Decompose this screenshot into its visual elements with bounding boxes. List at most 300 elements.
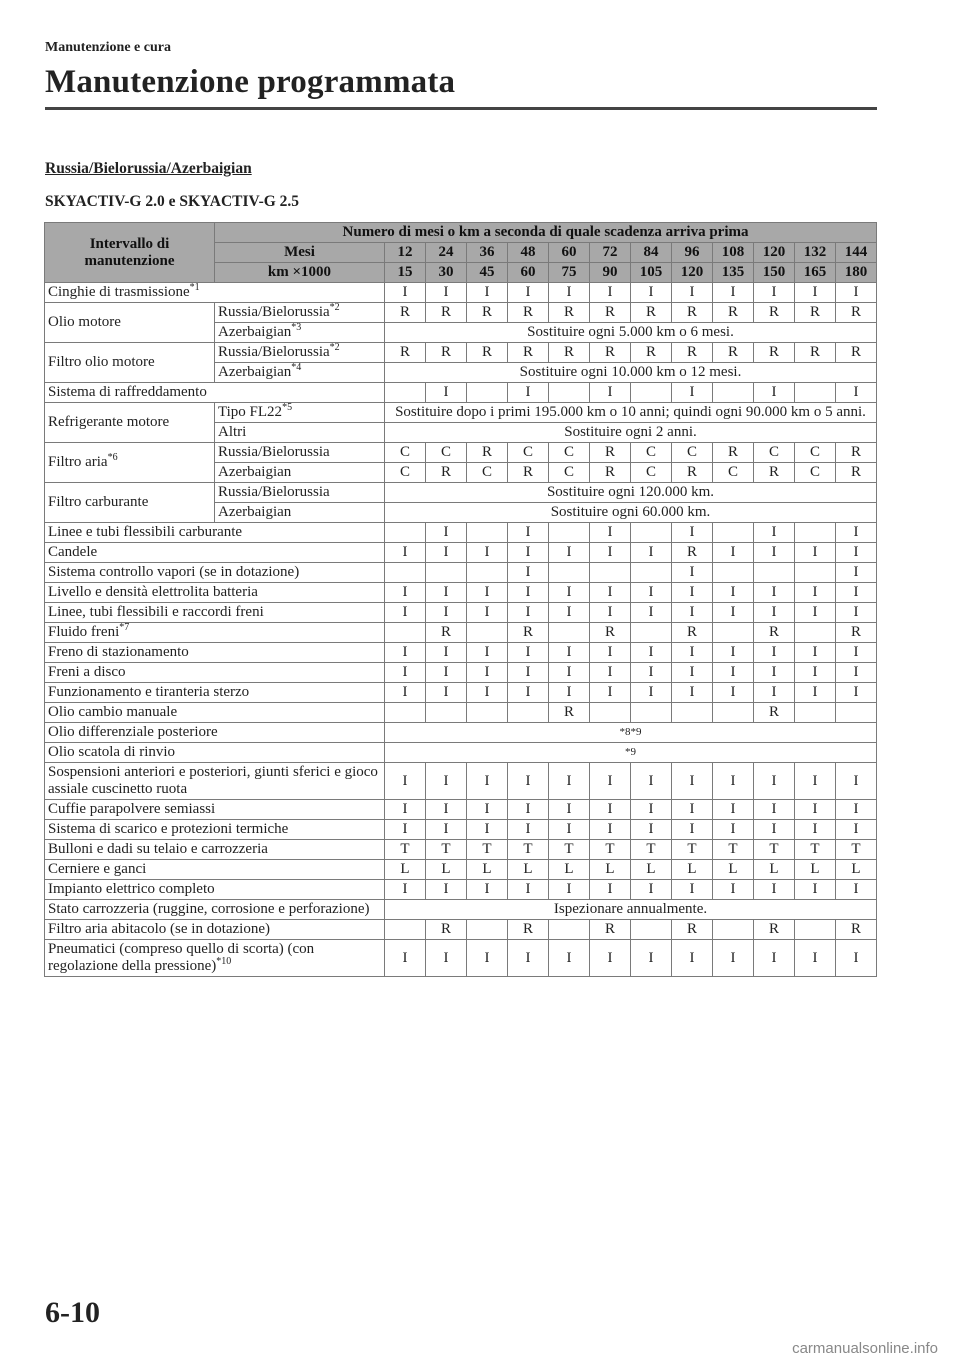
footnote-ref: *1 (189, 282, 200, 293)
schedule-cell (795, 703, 836, 723)
schedule-cell: R (836, 443, 877, 463)
schedule-cell: I (385, 880, 426, 900)
schedule-cell: I (836, 643, 877, 663)
sub-item-text: Russia/Bielorussia (218, 444, 330, 460)
engine-title: SKYACTIV-G 2.0 e SKYACTIV-G 2.5 (45, 193, 300, 210)
table-row (45, 523, 877, 543)
schedule-cell: I (754, 940, 795, 977)
table-row (45, 940, 877, 977)
schedule-note (385, 403, 877, 423)
schedule-cell: R (672, 920, 713, 940)
schedule-cell: I (385, 763, 426, 800)
schedule-cell: I (713, 683, 754, 703)
schedule-cell: R (508, 303, 549, 323)
schedule-cell (385, 920, 426, 940)
schedule-cell: I (672, 603, 713, 623)
schedule-cell: R (713, 343, 754, 363)
item-name-text: Olio scatola di rinvio (48, 744, 176, 760)
schedule-cell (426, 563, 467, 583)
schedule-cell: I (631, 583, 672, 603)
schedule-cell (713, 383, 754, 403)
schedule-cell (467, 383, 508, 403)
item-name (45, 563, 385, 583)
month-header: 24 (426, 243, 467, 263)
schedule-cell: I (590, 543, 631, 563)
schedule-cell (426, 703, 467, 723)
schedule-cell: I (836, 383, 877, 403)
schedule-cell: I (590, 663, 631, 683)
schedule-cell: R (590, 443, 631, 463)
schedule-cell (713, 563, 754, 583)
schedule-cell: R (385, 343, 426, 363)
month-header: 144 (836, 243, 877, 263)
schedule-cell: I (508, 820, 549, 840)
schedule-cell: C (508, 443, 549, 463)
schedule-cell: R (795, 343, 836, 363)
km-header: 90 (590, 263, 631, 283)
schedule-cell: R (426, 343, 467, 363)
page-number: 6-10 (45, 1296, 100, 1329)
schedule-cell: I (426, 383, 467, 403)
schedule-note (385, 423, 877, 443)
schedule-cell: L (795, 860, 836, 880)
sub-item-text: Azerbaigian (218, 504, 292, 520)
schedule-cell: I (836, 523, 877, 543)
schedule-cell: I (836, 663, 877, 683)
schedule-cell: C (754, 443, 795, 463)
schedule-cell: I (426, 283, 467, 303)
schedule-cell: I (795, 283, 836, 303)
schedule-cell: I (426, 820, 467, 840)
table-row (45, 543, 877, 563)
km-header: 15 (385, 263, 426, 283)
schedule-cell: R (549, 343, 590, 363)
schedule-cell: I (590, 603, 631, 623)
schedule-cell: T (713, 840, 754, 860)
schedule-cell: R (467, 343, 508, 363)
schedule-cell: I (385, 800, 426, 820)
schedule-cell: I (508, 940, 549, 977)
item-name-text: Livello e densità elettrolita batteria (48, 584, 258, 600)
schedule-cell: I (836, 283, 877, 303)
item-name (45, 303, 215, 343)
schedule-cell (795, 920, 836, 940)
table-row (45, 723, 877, 743)
schedule-cell: I (754, 763, 795, 800)
item-name-text: Filtro aria abitacolo (se in dotazione) (48, 921, 271, 937)
schedule-cell: T (508, 840, 549, 860)
schedule-cell: T (467, 840, 508, 860)
item-name-text: Refrigerante motore (48, 414, 170, 430)
schedule-cell: I (754, 683, 795, 703)
schedule-cell: R (426, 303, 467, 323)
schedule-cell: I (590, 800, 631, 820)
region-title: Russia/Bielorussia/Azerbaigian (45, 160, 252, 177)
schedule-cell: I (795, 583, 836, 603)
schedule-cell: R (754, 703, 795, 723)
month-header: 48 (508, 243, 549, 263)
item-name (45, 683, 385, 703)
schedule-cell: I (713, 800, 754, 820)
item-name (45, 743, 385, 763)
schedule-cell: R (590, 343, 631, 363)
item-name (45, 603, 385, 623)
item-name-text: Sospensioni anteriori e posteriori, giunti sferici e gioco assiale cuscinetto ruota (48, 764, 378, 797)
schedule-cell: L (631, 860, 672, 880)
schedule-cell: I (549, 603, 590, 623)
schedule-cell: I (795, 603, 836, 623)
schedule-cell: R (836, 623, 877, 643)
schedule-cell: R (590, 463, 631, 483)
item-name (45, 920, 385, 940)
schedule-cell: I (795, 880, 836, 900)
schedule-cell: I (836, 800, 877, 820)
schedule-cell: T (631, 840, 672, 860)
item-name (45, 403, 215, 443)
item-name (45, 763, 385, 800)
item-name-text: Freni a disco (48, 664, 126, 680)
schedule-cell: C (631, 443, 672, 463)
schedule-cell: I (631, 643, 672, 663)
item-name (45, 483, 215, 523)
item-name (45, 623, 385, 643)
sub-item-name (215, 403, 385, 423)
schedule-cell: I (590, 283, 631, 303)
schedule-cell (836, 703, 877, 723)
table-row (45, 840, 877, 860)
schedule-cell: I (713, 643, 754, 663)
schedule-cell: I (754, 643, 795, 663)
schedule-cell: I (467, 543, 508, 563)
sub-item-text: Azerbaigian (218, 324, 292, 340)
schedule-cell: I (590, 820, 631, 840)
schedule-note (385, 323, 877, 343)
schedule-cell: I (549, 683, 590, 703)
schedule-cell: L (508, 860, 549, 880)
schedule-cell: I (795, 820, 836, 840)
schedule-note-text: *8*9 (619, 726, 642, 738)
month-header: 72 (590, 243, 631, 263)
schedule-cell: I (590, 880, 631, 900)
item-name (45, 443, 215, 483)
table-row (45, 743, 877, 763)
item-name-text: Candele (48, 544, 98, 560)
schedule-cell: I (795, 940, 836, 977)
sub-item-text: Tipo FL22 (218, 404, 283, 420)
table-row (45, 683, 877, 703)
schedule-cell: I (631, 763, 672, 800)
schedule-cell: C (385, 443, 426, 463)
item-name-text: Sistema controllo vapori (se in dotazione) (48, 564, 300, 580)
schedule-cell: R (836, 343, 877, 363)
page-title: Manutenzione programmata (45, 64, 456, 100)
schedule-cell: C (426, 443, 467, 463)
schedule-cell: I (836, 583, 877, 603)
schedule-cell: I (508, 543, 549, 563)
schedule-cell: I (836, 563, 877, 583)
item-name-text: Cerniere e ganci (48, 861, 147, 877)
sub-item-text: Azerbaigian (218, 464, 292, 480)
schedule-cell: I (467, 940, 508, 977)
schedule-note-text: Sostituire ogni 60.000 km. (550, 504, 711, 520)
table-row (45, 303, 877, 323)
table-row (45, 583, 877, 603)
schedule-cell: I (795, 543, 836, 563)
schedule-cell: I (590, 940, 631, 977)
schedule-cell: R (467, 303, 508, 323)
schedule-cell: R (754, 343, 795, 363)
schedule-cell: I (713, 880, 754, 900)
km-header: 30 (426, 263, 467, 283)
footnote-ref: *4 (291, 362, 302, 373)
schedule-cell: C (672, 443, 713, 463)
footnote-ref: *10 (216, 956, 232, 967)
km-header: 150 (754, 263, 795, 283)
table-row (45, 763, 877, 800)
schedule-cell (795, 563, 836, 583)
watermark: carmanualsonline.info (792, 1340, 938, 1357)
schedule-cell: R (754, 623, 795, 643)
item-name (45, 723, 385, 743)
sub-item-name (215, 323, 385, 343)
schedule-cell (508, 703, 549, 723)
km-header: 45 (467, 263, 508, 283)
table-row (45, 800, 877, 820)
schedule-cell: I (590, 763, 631, 800)
schedule-cell: R (836, 920, 877, 940)
schedule-cell (385, 383, 426, 403)
schedule-cell: R (508, 623, 549, 643)
schedule-cell: L (385, 860, 426, 880)
schedule-cell (549, 523, 590, 543)
schedule-cell: I (385, 283, 426, 303)
sub-item-name (215, 303, 385, 323)
schedule-cell: T (795, 840, 836, 860)
item-name (45, 663, 385, 683)
schedule-cell: R (508, 920, 549, 940)
item-name (45, 820, 385, 840)
item-name-text: Funzionamento e tiranteria sterzo (48, 684, 250, 700)
item-name-text: Freno di stazionamento (48, 644, 189, 660)
schedule-note-text: Sostituire ogni 10.000 km o 12 mesi. (519, 364, 742, 380)
schedule-cell (385, 623, 426, 643)
schedule-cell: R (672, 303, 713, 323)
schedule-cell (467, 920, 508, 940)
schedule-cell: I (754, 523, 795, 543)
schedule-cell: I (672, 880, 713, 900)
table-row (45, 383, 877, 403)
schedule-cell: I (836, 763, 877, 800)
schedule-cell: I (713, 543, 754, 563)
schedule-cell (549, 383, 590, 403)
sub-item-text: Azerbaigian (218, 364, 292, 380)
schedule-cell: I (508, 383, 549, 403)
schedule-cell: I (836, 880, 877, 900)
schedule-cell: R (754, 463, 795, 483)
schedule-cell: I (754, 800, 795, 820)
schedule-cell: I (549, 643, 590, 663)
schedule-note (385, 900, 877, 920)
schedule-cell: I (713, 603, 754, 623)
schedule-cell: I (754, 820, 795, 840)
schedule-note (385, 363, 877, 383)
schedule-cell: L (836, 860, 877, 880)
schedule-cell: R (795, 303, 836, 323)
schedule-cell: I (590, 523, 631, 543)
item-name (45, 643, 385, 663)
schedule-cell: I (590, 643, 631, 663)
maintenance-schedule-table (44, 222, 877, 977)
schedule-cell: I (836, 940, 877, 977)
schedule-cell (754, 563, 795, 583)
item-name (45, 343, 215, 383)
schedule-cell: I (795, 683, 836, 703)
schedule-cell: R (672, 343, 713, 363)
table-row (45, 403, 877, 423)
schedule-cell: T (549, 840, 590, 860)
schedule-cell: I (836, 603, 877, 623)
schedule-cell: I (549, 283, 590, 303)
footnote-ref: *3 (291, 322, 302, 333)
schedule-note-text: Sostituire ogni 5.000 km o 6 mesi. (527, 324, 734, 340)
schedule-cell: I (672, 583, 713, 603)
schedule-note (385, 723, 877, 743)
schedule-cell: I (713, 283, 754, 303)
item-name (45, 283, 385, 303)
schedule-cell (385, 523, 426, 543)
schedule-cell: I (672, 283, 713, 303)
schedule-cell: I (426, 683, 467, 703)
km-header: 135 (713, 263, 754, 283)
schedule-cell: I (754, 383, 795, 403)
month-header: 36 (467, 243, 508, 263)
schedule-cell: C (795, 463, 836, 483)
table-row (45, 443, 877, 463)
schedule-cell: I (426, 643, 467, 663)
item-name-text: Fluido freni (48, 624, 120, 640)
sub-item-name (215, 343, 385, 363)
schedule-cell: I (385, 663, 426, 683)
schedule-cell: I (508, 583, 549, 603)
table-row (45, 623, 877, 643)
schedule-cell: I (672, 663, 713, 683)
schedule-cell: C (713, 463, 754, 483)
schedule-cell: I (754, 543, 795, 563)
schedule-cell: I (508, 643, 549, 663)
schedule-cell (631, 920, 672, 940)
item-name (45, 543, 385, 563)
schedule-cell: R (549, 703, 590, 723)
schedule-cell (385, 703, 426, 723)
month-header: 108 (713, 243, 754, 263)
table-row (45, 343, 877, 363)
schedule-cell: I (385, 603, 426, 623)
schedule-cell: T (836, 840, 877, 860)
item-name (45, 840, 385, 860)
schedule-cell: L (713, 860, 754, 880)
schedule-cell: I (795, 763, 836, 800)
schedule-cell: C (795, 443, 836, 463)
footnote-ref: *2 (329, 342, 340, 353)
schedule-cell (467, 703, 508, 723)
item-name-text: Linee e tubi flessibili carburante (48, 524, 243, 540)
schedule-cell (631, 623, 672, 643)
item-name-text: Pneumatici (compreso quello di scorta) (con regolazione della pressione) (48, 941, 315, 974)
schedule-cell: T (754, 840, 795, 860)
schedule-cell: I (590, 583, 631, 603)
schedule-cell: R (590, 920, 631, 940)
schedule-cell: R (713, 443, 754, 463)
schedule-cell (467, 623, 508, 643)
schedule-cell: R (590, 623, 631, 643)
schedule-cell: I (549, 940, 590, 977)
interval-header: Intervallo di manutenzione (45, 223, 215, 283)
schedule-header: Numero di mesi o km a seconda di quale scadenza arriva prima (215, 223, 877, 243)
schedule-cell: I (631, 663, 672, 683)
schedule-cell: I (672, 523, 713, 543)
schedule-cell: R (836, 303, 877, 323)
item-name (45, 523, 385, 543)
schedule-cell: I (713, 663, 754, 683)
sub-item-name (215, 503, 385, 523)
table-row (45, 860, 877, 880)
schedule-cell: R (426, 920, 467, 940)
schedule-cell: I (754, 663, 795, 683)
schedule-cell: I (672, 763, 713, 800)
schedule-cell (713, 623, 754, 643)
footnote-ref: *5 (282, 402, 293, 413)
sub-item-name (215, 483, 385, 503)
schedule-cell: I (672, 643, 713, 663)
schedule-cell: I (426, 800, 467, 820)
schedule-cell: I (631, 880, 672, 900)
schedule-cell (467, 563, 508, 583)
schedule-note-text: Ispezionare annualmente. (553, 901, 708, 917)
schedule-cell (631, 703, 672, 723)
sub-item-name (215, 423, 385, 443)
schedule-cell: C (467, 463, 508, 483)
item-name-text: Olio motore (48, 314, 121, 330)
schedule-cell: I (549, 663, 590, 683)
schedule-cell: I (467, 800, 508, 820)
schedule-cell: I (385, 543, 426, 563)
month-header: 12 (385, 243, 426, 263)
schedule-cell: I (795, 663, 836, 683)
schedule-cell: R (426, 463, 467, 483)
schedule-cell: R (590, 303, 631, 323)
schedule-cell: I (467, 880, 508, 900)
sub-item-name (215, 443, 385, 463)
schedule-cell: L (590, 860, 631, 880)
schedule-note-text: Sostituire ogni 120.000 km. (546, 484, 715, 500)
schedule-cell: I (549, 763, 590, 800)
schedule-cell: I (426, 583, 467, 603)
km-header: 60 (508, 263, 549, 283)
schedule-cell: I (631, 283, 672, 303)
schedule-cell (549, 920, 590, 940)
table-row (45, 663, 877, 683)
schedule-cell: I (713, 940, 754, 977)
schedule-cell (631, 523, 672, 543)
item-name-text: Sistema di raffreddamento (48, 384, 207, 400)
schedule-cell: I (713, 820, 754, 840)
schedule-cell (713, 703, 754, 723)
schedule-note-text: *9 (625, 746, 636, 758)
schedule-cell: R (672, 463, 713, 483)
item-name (45, 583, 385, 603)
schedule-cell: C (549, 443, 590, 463)
schedule-cell: I (672, 940, 713, 977)
